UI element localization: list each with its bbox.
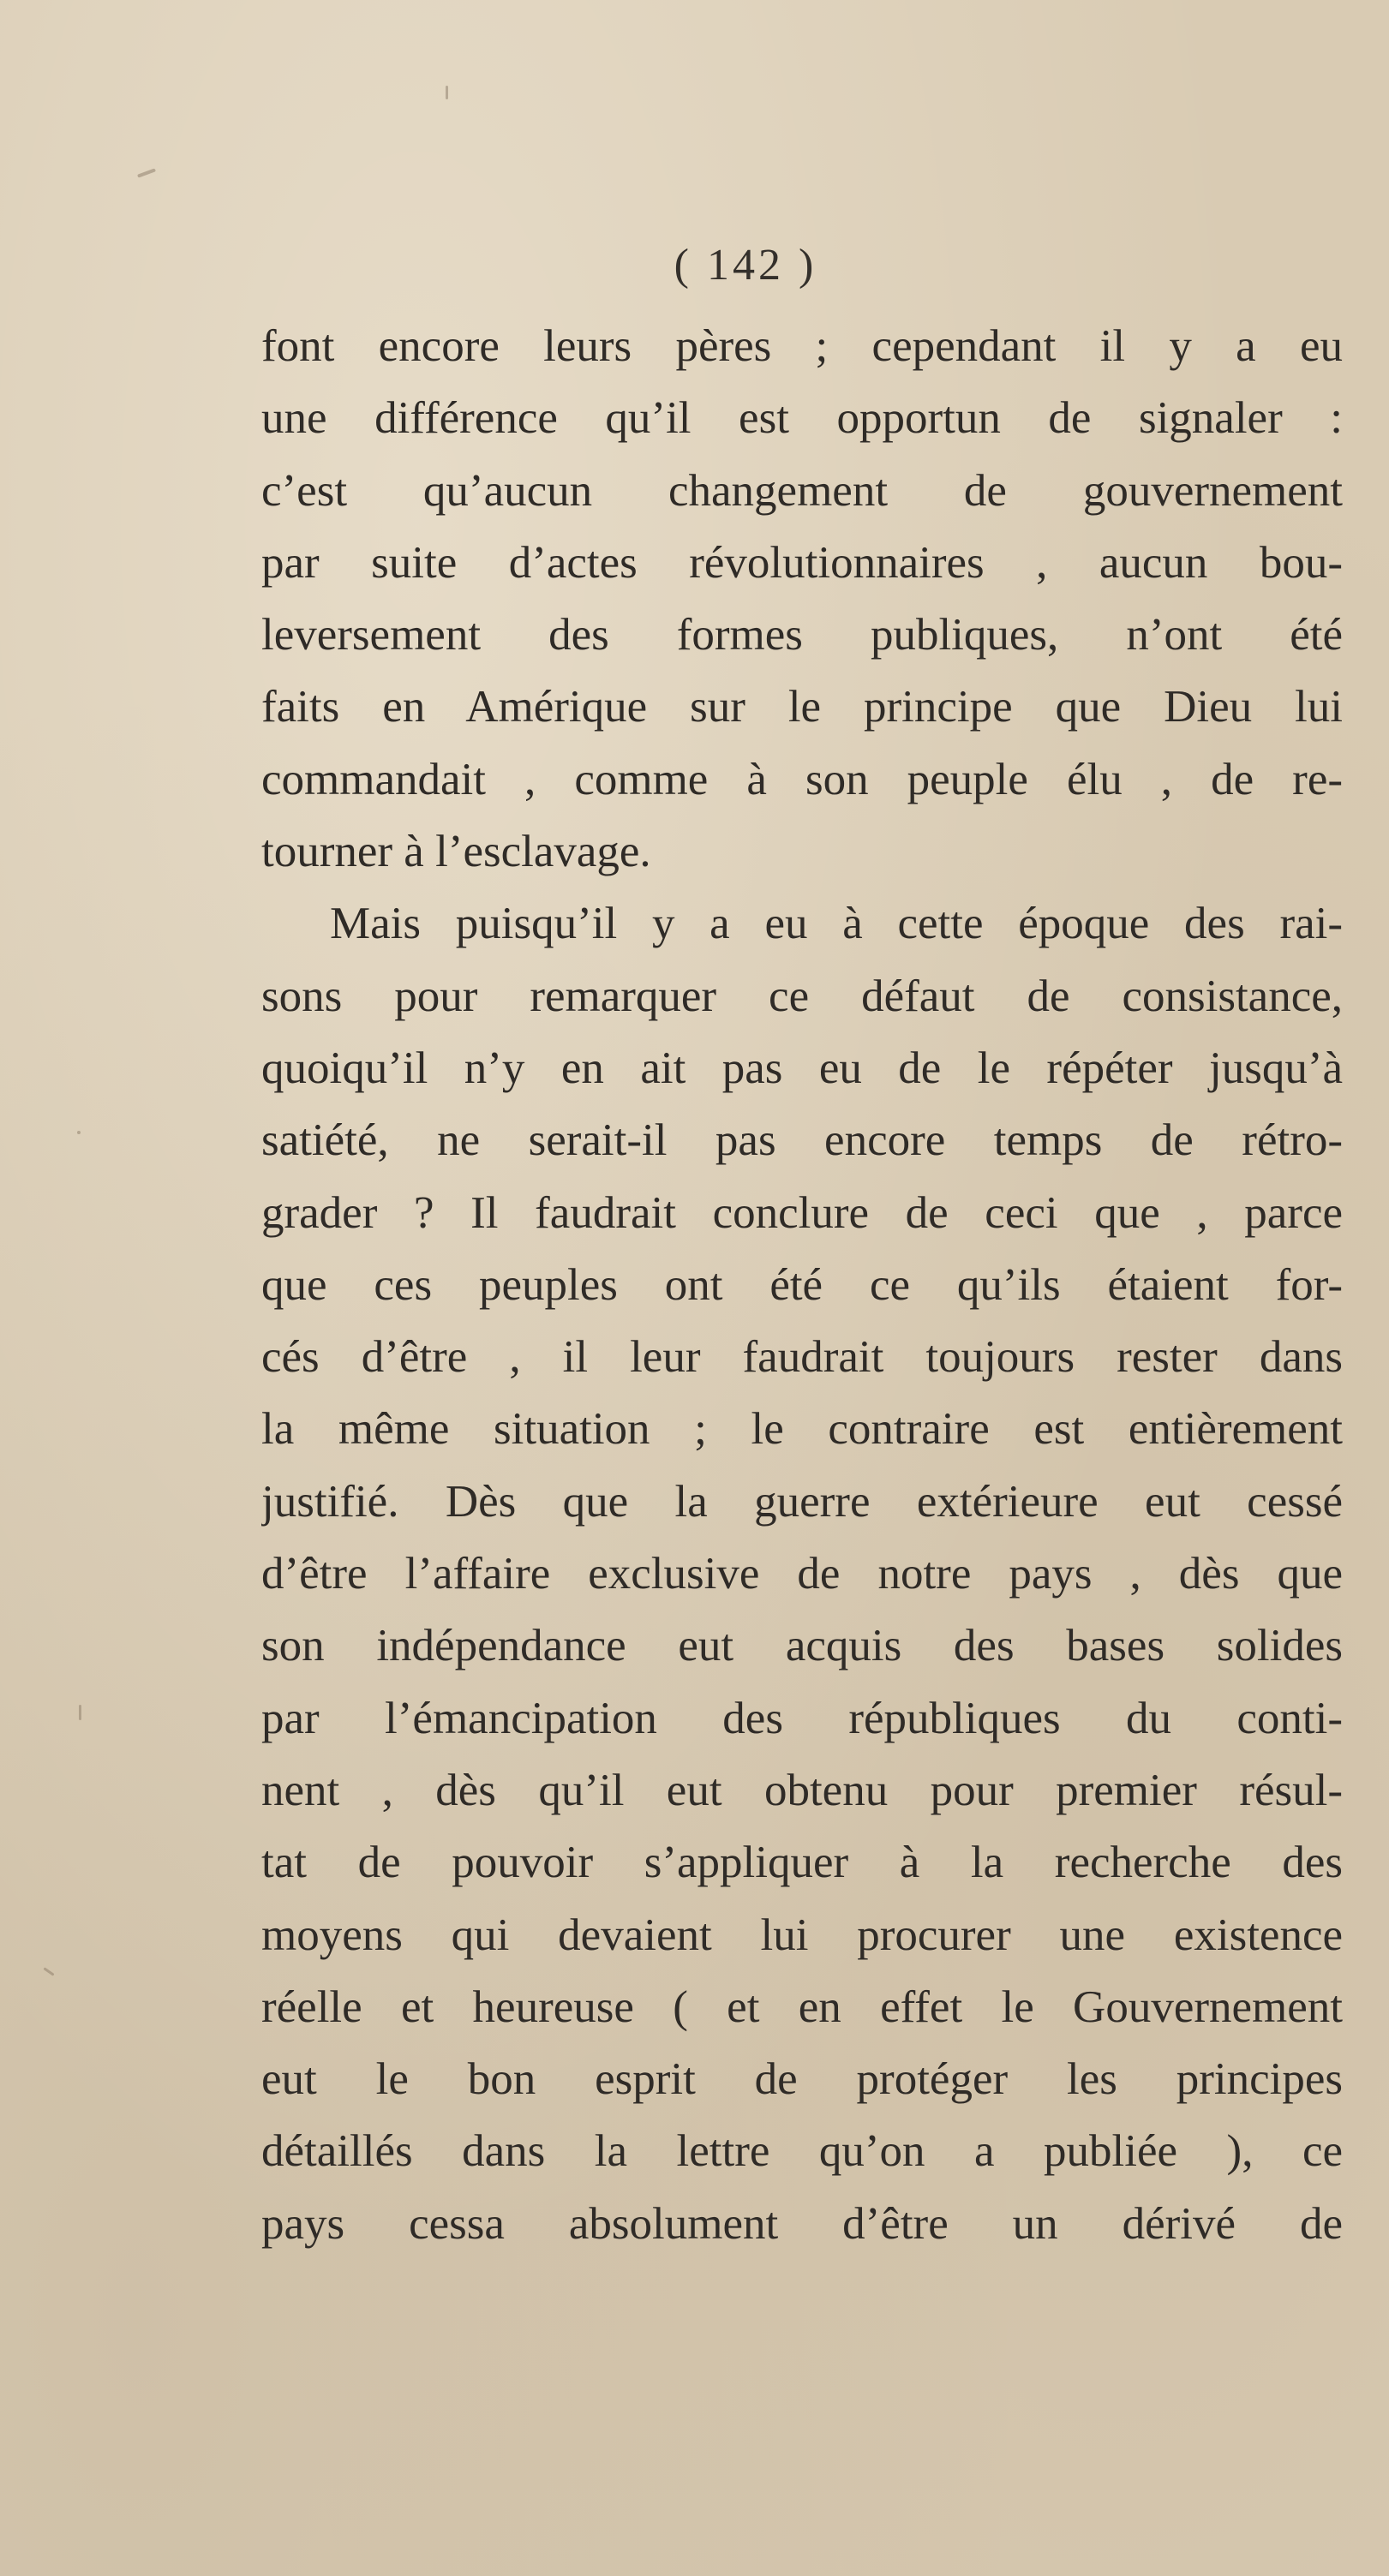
text-line: par l’émancipation des républiques du conti- (261, 1693, 1343, 1743)
text-line: par suite d’actes révolutionnaires , aucun bou- (261, 537, 1343, 588)
text-line: nent , dès qu’il eut obtenu pour premier résul- (261, 1765, 1343, 1815)
text-line: son indépendance eut acquis des bases solides (261, 1621, 1343, 1671)
page-number: ( 142 ) (674, 241, 817, 290)
paper-speck (137, 168, 156, 177)
text-line: cés d’être , il leur faudrait toujours rester dans (261, 1332, 1343, 1383)
text-line: réelle et heureuse ( et en effet le Gouvernement (261, 1981, 1343, 2032)
text-line: tat de pouvoir s’appliquer à la recherche des (261, 1838, 1343, 1888)
text-line: leversement des formes publiques, n’ont été (261, 610, 1343, 660)
text-line: tourner à l’esclavage. (261, 827, 651, 877)
text-line: eut le bon esprit de protéger les principes (261, 2054, 1343, 2105)
text-line: la même situation ; le contraire est entièrement (261, 1404, 1343, 1455)
text-line: c’est qu’aucun changement de gouvernement (261, 465, 1343, 516)
text-line: moyens qui devaient lui procurer une existence (261, 1910, 1343, 1960)
text-line: commandait , comme à son peuple élu , de re- (261, 754, 1343, 804)
text-line: font encore leurs pères ; cependant il y a eu (261, 321, 1343, 371)
text-line: satiété, ne serait-il pas encore temps de rétro- (261, 1115, 1343, 1166)
text-line: sons pour remarquer ce défaut de consistance, (261, 971, 1343, 1021)
text-line: faits en Amérique sur le principe que Dieu lui (261, 682, 1343, 732)
text-line: une différence qu’il est opportun de signaler : (261, 393, 1343, 444)
paper-speck (77, 1131, 81, 1134)
text-line: d’être l’affaire exclusive de notre pays , dès que (261, 1549, 1343, 1599)
text-line: pays cessa absolument d’être un dérivé de (261, 2198, 1343, 2249)
paper-speck (43, 1967, 54, 1975)
body-text (261, 310, 1343, 2260)
text-line: détaillés dans la lettre qu’on a publiée ), ce (261, 2126, 1343, 2177)
text-line: Mais puisqu’il y a eu à cette époque des rai- (330, 899, 1343, 949)
text-line: que ces peuples ont été ce qu’ils étaient for- (261, 1259, 1343, 1310)
paper-speck (446, 86, 448, 99)
paper-speck (79, 1705, 81, 1720)
text-line: quoiqu’il n’y en ait pas eu de le répéter jusqu’à (261, 1043, 1343, 1093)
text-line: justifié. Dès que la guerre extérieure eut cessé (261, 1476, 1343, 1527)
text-line: grader ? Il faudrait conclure de ceci que , parce (261, 1187, 1343, 1238)
